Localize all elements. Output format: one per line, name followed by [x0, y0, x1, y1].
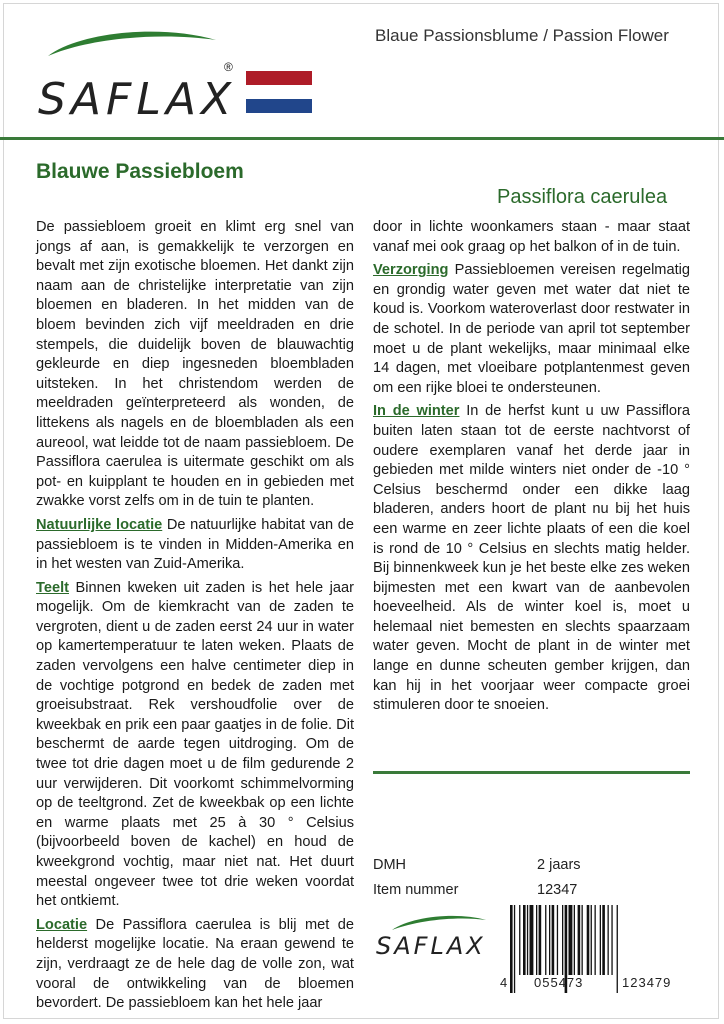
- section-heading: In de winter: [373, 403, 460, 420]
- barcode-bar: [600, 905, 601, 975]
- barcode-bar: [519, 905, 520, 975]
- section-heading: Teelt: [36, 579, 69, 596]
- section-cultivation: [36, 579, 354, 912]
- section-heading: Locatie: [36, 916, 88, 933]
- barcode-digits-right: 123479: [622, 975, 672, 990]
- section-location: [36, 916, 354, 1014]
- netherlands-flag-icon: [246, 71, 312, 113]
- barcode-bar: [591, 905, 592, 975]
- section-natural-location: [36, 516, 354, 575]
- barcode-bar: [574, 905, 575, 975]
- brand-logo: SAFLAX: [38, 74, 237, 125]
- barcode-bar: [602, 905, 605, 975]
- dmh-label: DMH: [373, 857, 407, 873]
- header-divider: [0, 137, 724, 140]
- barcode-bar: [514, 905, 515, 993]
- section-text: De Passiflora caerulea is blij met de helderst mogelijke locatie. Na eraan gewend te zijn, verdraagt ze de hele dag de volle zon, wat vooral de ontwikkeling van de bloemen bevordert. De passiebloem kan het hele jaar: [36, 916, 354, 1012]
- logo-swoosh-icon: [40, 26, 220, 60]
- section-text: Passiebloemen vereisen regelmatig en grondig water geven met water dat niet te koud is. Voorkom wateroverlast door restwater in de schotel. In de periode van april tot september moet u de plant wekelijks, maar minimaal elke 14 dagen, met vloeibare potplantenmest geven om een rijke bloei te ondersteunen.: [373, 262, 690, 396]
- barcode-bar: [523, 905, 526, 975]
- section-care: [373, 261, 690, 398]
- section-heading: Verzorging: [373, 262, 449, 279]
- barcode-bar: [539, 905, 542, 975]
- intro-paragraph: De passiebloem groeit en klimt erg snel van jongs af aan, is gemakkelijk te verzorgen en bevalt met zijn exotische bloemen. Het dankt zijn naam aan de christelijke interpretatie van zijn bloemen en bladeren. In het midden van de bloem bevinden zich vijf meeldraden en drie stempels, die duidelijk boven de blauwachtig gekleurde en diep ingesneden bloembladen uitsteken. In het christendom werden de meeldraden geïnterpreteerd als wonden, de littekens als nagels en de bloembladen als een aureool, wat leidde tot de naam passiebloem. De Passiflora caerulea is uitermate geschikt om als pot- en kuipplant te houden en in gebieden met zwakke vorst zelfs om in de tuin te planten.: [36, 219, 354, 510]
- barcode-bar: [587, 905, 590, 975]
- barcode-bar: [510, 905, 513, 993]
- section-text: Binnen kweken uit zaden is het hele jaar mogelijk. Om de kiemkracht van de zaden te vergroten, dient u de zaden eerst 24 uur in water op kamertemperatuur te laten weken. Plaats de zaden vervolgens een halve centimeter diep in de vochtige potgrond en bedek de zaden met groeisubstraat. Rek vershoudfolie over de kweekbak en prik een paar gaatjes in de folie. Dit beschermt de aarde tegen uitdroging. Om de twee tot drie dagen moet u de film gedurende 2 uur verwijderen. Dit voorkomt schimmelvorming op de teeltgrond. Zet de kweekbak op een lichte en warme plaats met 25 à 30 ° Celsius (bijvoorbeeld boven de kachel) en houd de kweekgrond vochtig, maar niet nat. Het duurt meestal ongeveer twee tot drie weken voordat het ontkiemt.: [36, 579, 355, 910]
- product-title: Blaue Passionsblume / Passion Flower: [375, 26, 669, 45]
- barcode-bar: [569, 905, 573, 975]
- item-number-value: 12347: [537, 882, 578, 898]
- registered-mark: ®: [224, 60, 233, 74]
- barcode-bar: [562, 905, 563, 975]
- section-text: In de herfst kunt u uw Passiflora buiten laten staan tot de eerste nachtvorst of oudere exemplaren vanaf het derde jaar in gebieden met milde winters niet onder de -10 ° Celsius beschermd onder een dikke laag bladeren, anders hoort de plant nu bij het huis een warme en zeer lichte plaats of een die koel is rond de 10 ° Celsius en slechts matig helder. Bij binnenkweek kun je het beste elke zes weken bijmesten met een kwart van de aanbevolen hoeveelheid. Als de winter koel is, moet u helemaal niet bemesten en slechts spaarzaam water geven. Mocht de plant in de winter met lange en dunne scheuten gember krijgen, dan kan hij in het voorjaar weer compacte groei stimuleren door te snoeien.: [373, 403, 690, 714]
- right-column: [373, 218, 690, 720]
- footer-brand-logo: SAFLAX: [376, 932, 486, 960]
- barcode-bar: [557, 905, 558, 975]
- barcode-bar: [611, 905, 612, 975]
- continued-paragraph: door in lichte woonkamers staan - maar staat vanaf mei ook graag op het balkon of in de tuin.: [373, 219, 690, 255]
- barcode-bar: [608, 905, 609, 975]
- barcode-bar: [545, 905, 546, 975]
- section-heading: Natuurlijke locatie: [36, 516, 163, 533]
- barcode-bar: [527, 905, 528, 975]
- barcode-bar: [530, 905, 534, 975]
- barcode-bar: [582, 905, 583, 975]
- barcode-bar: [617, 905, 618, 993]
- barcode-bar: [578, 905, 581, 975]
- barcode-bar: [536, 905, 537, 975]
- latin-name: Passiflora caerulea: [497, 186, 668, 208]
- item-number-label: Item nummer: [373, 882, 459, 898]
- barcode-digits-left: 055473: [534, 975, 584, 990]
- section-winter: [373, 402, 690, 716]
- left-column: [36, 218, 354, 1018]
- meta-divider: [373, 771, 690, 774]
- dmh-value: 2 jaars: [537, 857, 581, 873]
- barcode-bar: [549, 905, 550, 975]
- section-text: De natuurlijke habitat van de passiebloem is te vinden in Midden-Amerika en in het westen van Zuid-Amerika.: [36, 516, 354, 573]
- page-title: Blauwe Passiebloem: [36, 160, 244, 183]
- footer-logo-swoosh-icon: [388, 912, 488, 932]
- barcode-bar: [595, 905, 596, 975]
- barcode-digit-first: 4: [500, 975, 508, 990]
- barcode-bar: [552, 905, 555, 975]
